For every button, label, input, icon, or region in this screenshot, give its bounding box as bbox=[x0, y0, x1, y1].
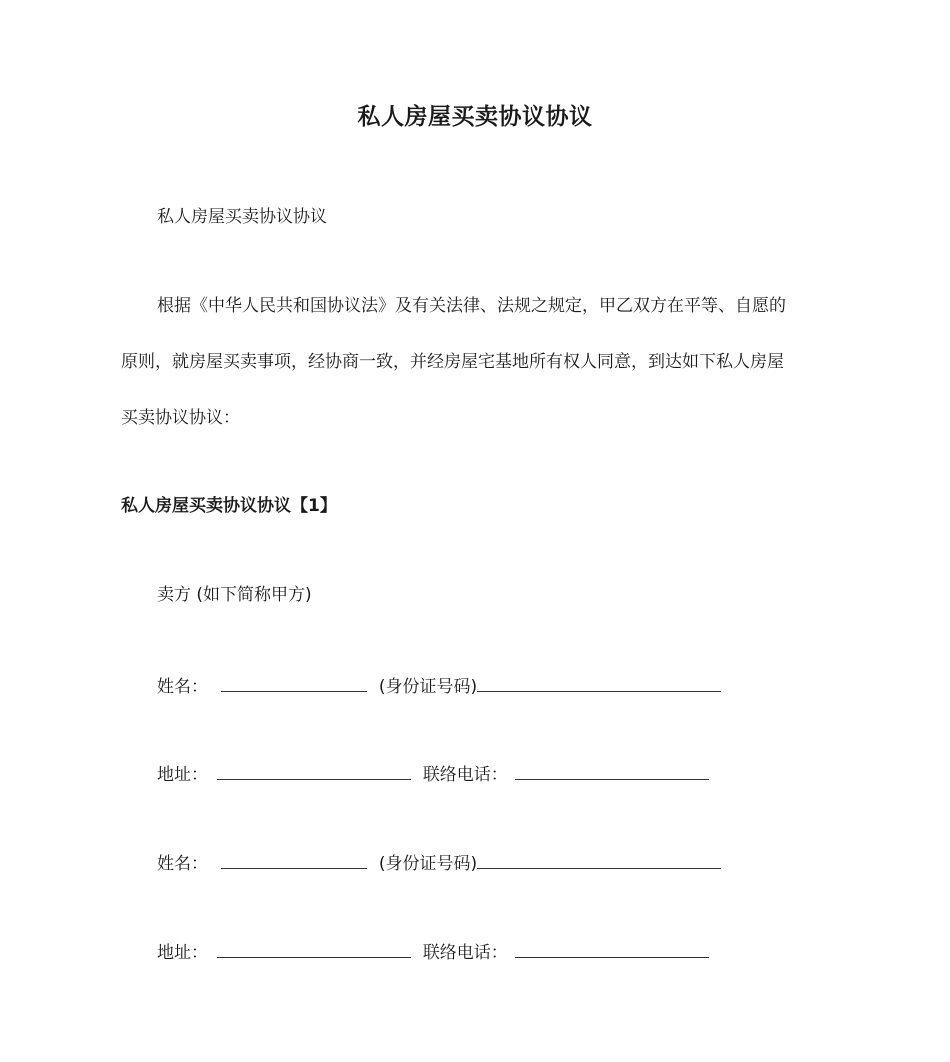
section-heading: 私人房屋买卖协议协议【1】 bbox=[121, 496, 337, 516]
intro-line-2: 原则，就房屋买卖事项，经协商一致，并经房屋宅基地所有权人同意，到达如下私人房屋 bbox=[121, 352, 784, 372]
phone-label: 联络电话： bbox=[422, 765, 508, 785]
name-blank-field-2[interactable] bbox=[221, 850, 367, 869]
seller-label: 卖方 (如下简称甲方) bbox=[157, 585, 312, 605]
name-blank-field[interactable] bbox=[221, 673, 367, 692]
phone-label: 联络电话： bbox=[422, 943, 508, 963]
seller-address-row-2 bbox=[157, 939, 709, 965]
intro-paragraph bbox=[121, 294, 831, 462]
name-label: 姓名： bbox=[157, 677, 208, 697]
document-title: 私人房屋买卖协议协议 bbox=[357, 104, 593, 130]
seller-name-row bbox=[157, 673, 721, 699]
address-label: 地址： bbox=[157, 765, 208, 785]
address-blank-field[interactable] bbox=[217, 761, 411, 780]
intro-line-3: 买卖协议协议： bbox=[121, 408, 240, 428]
id-blank-field[interactable] bbox=[477, 673, 721, 692]
address-blank-field-2[interactable] bbox=[217, 939, 411, 958]
id-label: (身份证号码) bbox=[378, 677, 478, 697]
address-label: 地址： bbox=[157, 943, 208, 963]
id-blank-field-2[interactable] bbox=[477, 850, 721, 869]
name-label: 姓名： bbox=[157, 854, 208, 874]
phone-blank-field[interactable] bbox=[515, 761, 709, 780]
intro-line-1: 根据《中华人民共和国协议法》及有关法律、法规之规定，甲乙双方在平等、自愿的 bbox=[157, 296, 786, 316]
phone-blank-field-2[interactable] bbox=[515, 939, 709, 958]
seller-address-row bbox=[157, 761, 709, 787]
id-label: (身份证号码) bbox=[378, 854, 478, 874]
document-subtitle: 私人房屋买卖协议协议 bbox=[157, 207, 327, 227]
seller-name-row-2 bbox=[157, 850, 721, 876]
